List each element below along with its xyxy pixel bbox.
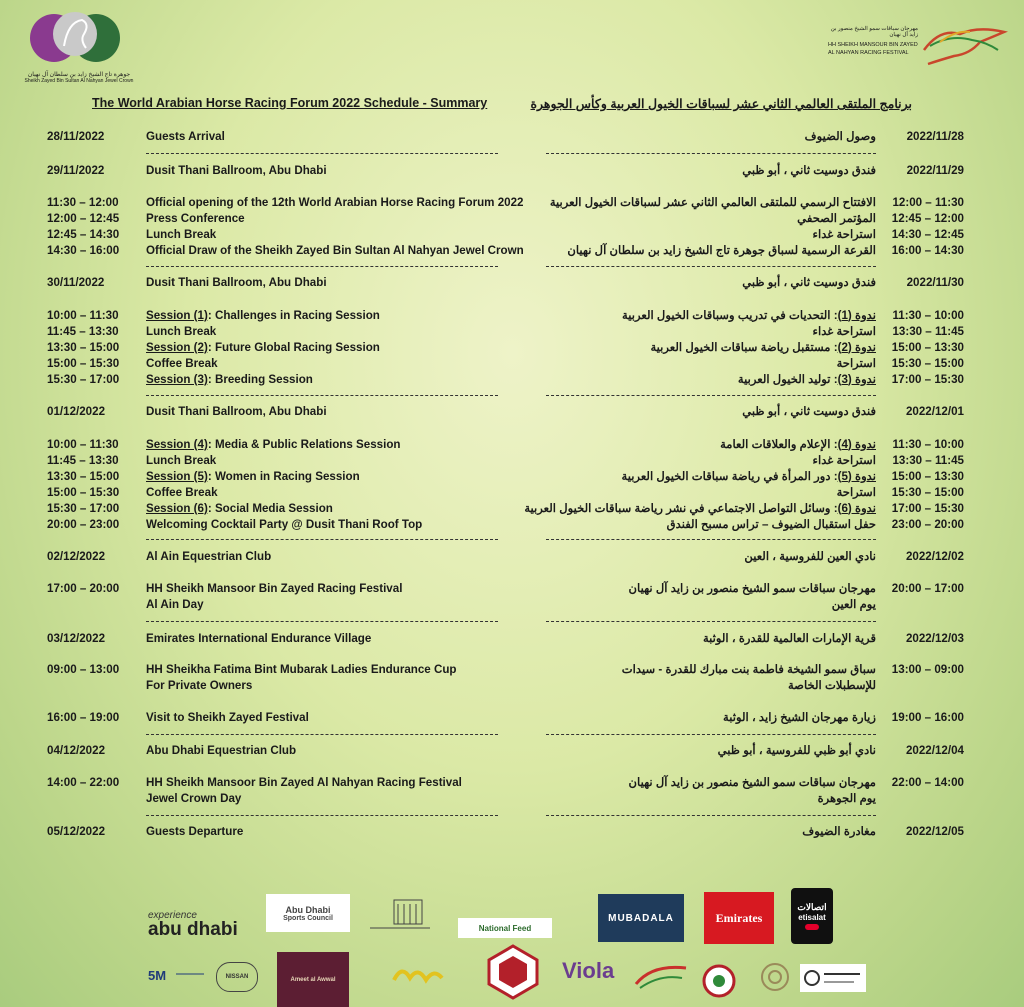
schedule-arabic: 2022/11/28 وصول الضيوف 2022/11/29 فندق دوسيت ثاني ، أبو ظبي 12:00 – 11:30 الافتتاح الرسمي للملتقى العالمي الثاني عشر لسباقات الخيول العربية 12:45 – 12:00 المؤتمر الصحفي 14:30 – 12:45 استراحة غداء 16:00 – 14:30 القرعة الرسمية لسباق جوهرة تاج الشيخ زايد بن سلطان آل نهيان 2022/11/30 فندق دوسيت ثاني ، أبو ظبي 11:30 – 10:00 ندوة (1): التحديات في تدريب وسباقات الخيول العربية 13:30 – 11:45 استراحة غداء 15:00 – 13:30 ندوة (2): مستقبل رياضة سباقات الخيول العربية 15:30 – 15:00 استراحة 17:00 – 15:30 ندوة (3): توليد الخيول العربية 2022/12/01 فندق دوسيت ثاني ، أبو ظبي 11:30 – 10:00 ندوة (4): الإعلام والعلاقات العامة 13:30 – 11:45 استراحة غداء 15:00 – 13:30 ندوة (5): دور المرأة في رياضة سباقات الخيول العربية 15:30 – 15:00 استراحة 17:00 – 15:30 ندوة (6): وسائل التواصل الاجتماعي في نشر رياضة سباقات الخيول العربية 23:00 – 20:00 حفل استقبال الضيوف – تراس مسبح الفندق 2022/12/02 نادي العين للفروسية ، العين 20:00 – 17:00 مهرجان سباقات سمو الشيخ منصور بن زايد آل نهيان يوم العين 2022/12/03 قرية الإمارات العالمية للقدرة ، الوثبة 13:00 – 09:00 سباق سمو الشيخة فاطمة بنت مبارك للقدرة - سيدات للإسطبلات الخاصة 19:00 – 16:00 زيارة مهرجان الشيخ زايد ، الوثبة 2022/12/04 نادي أبو ظبي للفروسية ، أبو ظبي 22:00 – 14:00 مهرجان سباقات سمو الشيخ منصور بن زايد آل نهيان يوم الجوهرة 2022/12/05 مغادرة الضيوف [524, 130, 964, 838]
divider [146, 266, 498, 267]
divider [546, 539, 876, 540]
red-swoosh-logo [632, 958, 690, 992]
divider [146, 153, 498, 154]
crest-icon [485, 944, 541, 1000]
5m-mark-icon [148, 964, 206, 988]
ad-sports-council-logo: Abu Dhabi Sports Council [266, 894, 350, 932]
divider [546, 153, 876, 154]
5m-logo [148, 964, 206, 988]
festival-caption-ar: مهرجان سباقات سمو الشيخ منصور بن زايد آل نهيان [830, 26, 918, 38]
jewel-crown-caption: Sheikh Zayed Bin Sultan Al Nahyan Jewel Crown [24, 78, 134, 84]
divider [546, 815, 876, 816]
title-en: The World Arabian Horse Racing Forum 2022 Schedule - Summary [92, 96, 488, 110]
experience-abu-dhabi-logo [148, 910, 258, 944]
round-emblem-logo [702, 964, 736, 998]
divider [146, 734, 498, 735]
mubadala-logo: MUBADALA [598, 894, 684, 942]
divider [546, 621, 876, 622]
festival-caption-en-1: HH SHEIKH MANSOUR BIN ZAYED [828, 42, 918, 48]
national-feed-logo: National Feed [458, 918, 552, 938]
gold-emblem-logo [758, 962, 792, 992]
jewel-crown-caption-ar: جوهرة تاج الشيخ زايد بن سلطان آل نهيان [27, 72, 131, 78]
yellow-calligraphy-logo [390, 962, 446, 988]
divider [546, 734, 876, 735]
divider [146, 539, 498, 540]
divider [546, 395, 876, 396]
nissan-logo: NISSAN [216, 962, 258, 992]
svg-text:5M: 5M [148, 968, 167, 983]
schedule-english: 28/11/2022 Guests Arrival 29/11/2022 Dusit Thani Ballroom, Abu Dhabi 11:30 – 12:00 Official opening of the 12th World Arabian Horse Racing Forum 2022 12:00 – 12:45 Press Conference 12:45 – 14:30 Lunch Break 14:30 – 16:00 Official Draw of the Sheikh Zayed Bin Sultan Al Nahyan Jewel Crown 30/11/2022 Dusit Thani Ballroom, Abu Dhabi 10:00 – 11:30 Session (1): Challenges in Racing Session 11:45 – 13:30 Lunch Break 13:30 – 15:00 Session (2): Future Global Racing Session 15:00 – 15:30 Coffee Break 15:30 – 17:00 Session (3): Breeding Session 01/12/2022 Dusit Thani Ballroom, Abu Dhabi 10:00 – 11:30 Session (4): Media & Public Relations Session 11:45 – 13:30 Lunch Break 13:30 – 15:00 Session (5): Women in Racing Session 15:00 – 15:30 Coffee Break 15:30 – 17:00 Session (6): Social Media Session 20:00 – 23:00 Welcoming Cocktail Party @ Dusit Thani Roof Top 02/12/2022 Al Ain Equestrian Club 17:00 – 20:00 HH Sheikh Mansoor Bin Zayed Racing Festival Al Ain Day 03/12/2022 Emirates International Endurance Village 09:00 – 13:00 HH Sheikha Fatima Bint Mubarak Ladies Endurance Cup For Private Owners 16:00 – 19:00 Visit to Sheikh Zayed Festival 04/12/2022 Abu Dhabi Equestrian Club 14:00 – 22:00 HH Sheikh Mansoor Bin Zayed Al Nahyan Racing Festival Jewel Crown Day 05/12/2022 Guests Departure [47, 130, 524, 838]
hexagon-crest-logo [485, 944, 541, 1000]
emirates-logo: Emirates [704, 892, 774, 944]
divider [146, 395, 498, 396]
emblem-icon [702, 964, 736, 998]
divider [146, 815, 498, 816]
library-logo [368, 898, 432, 932]
etisalat-logo: اتصالات etisalat [791, 888, 833, 944]
etisalat-red-mark [805, 924, 819, 930]
calligraphy-icon [390, 962, 446, 988]
building-icon [368, 898, 432, 932]
title-ar: برنامج الملتقى العالمي الثاني عشر لسباقات الخيول العربية وكأس الجوهرة [530, 97, 912, 111]
abu-dhabi-text: abu dhabi [148, 919, 238, 940]
white-box-logo [800, 964, 866, 992]
swoosh-icon [632, 958, 690, 992]
festival-caption-en-2: AL NAHYAN RACING FESTIVAL [828, 50, 909, 56]
viola-logo: Viola [562, 958, 615, 983]
divider [546, 266, 876, 267]
experience-text: experience [148, 910, 197, 921]
divider [146, 621, 498, 622]
ameet-logo: Ameet al Awwal [277, 952, 349, 1007]
logo-mark-icon [800, 964, 866, 992]
gold-emblem-icon [758, 962, 792, 992]
